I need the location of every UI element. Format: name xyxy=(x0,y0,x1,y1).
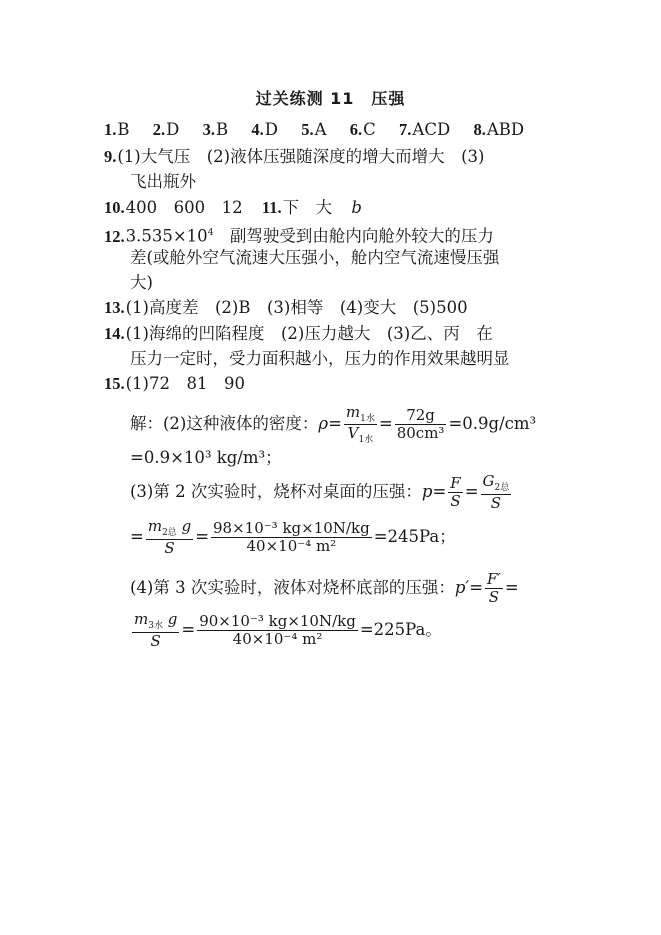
denominator: S xyxy=(450,492,461,510)
fraction xyxy=(395,407,447,443)
fraction xyxy=(485,571,503,607)
step-lead: (3)第 2 次实验时，烧杯对桌面的压强： xyxy=(130,482,422,501)
answer-text: 400 600 12 xyxy=(125,198,243,217)
q-number: 12. xyxy=(104,226,125,246)
answer-text: (1)大气压 (2)液体压强随深度的增大而增大 (3) xyxy=(117,147,485,166)
answer-12-cont: 大) xyxy=(130,273,153,292)
answer-12-cont: 差(或舱外空气流速大压强小，舱内空气流速慢压强 xyxy=(130,248,500,267)
fraction xyxy=(344,404,377,446)
subscript: 3水 xyxy=(148,621,163,632)
q-number: 3. xyxy=(202,120,215,139)
q-number: 15. xyxy=(104,374,125,393)
numerator: 98×10⁻³ kg×10N/kg xyxy=(213,518,370,537)
q-number: 2. xyxy=(152,120,166,139)
denominator: S xyxy=(488,588,500,606)
q-number: 7. xyxy=(399,120,412,139)
numerator: m xyxy=(345,402,361,421)
numerator: m xyxy=(147,517,163,536)
answer-14-cont: 压力一定时，受力面积越小，压力的作用效果越明显 xyxy=(130,349,510,368)
q-number: 8. xyxy=(473,120,486,139)
q-answer: B xyxy=(216,120,229,139)
denominator: 40×10⁻⁴ m² xyxy=(246,537,337,555)
fraction xyxy=(448,475,462,511)
answer-text: (1)72 81 90 xyxy=(125,374,245,393)
solution-step-3-calc: = $\frac{m_{2总} g}{S}$ = $\frac{\text{98×10⁻³ kg×10N/kg}}{\text{40×10⁻⁴ m²}}$ =245Pa； xyxy=(130,517,456,557)
subscript: 2总 xyxy=(494,483,510,494)
answer-variable: b xyxy=(351,198,362,217)
q-answer: D xyxy=(264,120,278,139)
answer-12 xyxy=(104,221,494,249)
answer-text: (1)海绵的凹陷程度 (2)压力越大 (3)乙、丙 在 xyxy=(125,324,493,343)
answer-text: (1)高度差 (2)B (3)相等 (4)变大 (5)500 xyxy=(125,298,468,317)
answers-1-8 xyxy=(104,118,524,142)
answer-value: 3.535×10 xyxy=(125,226,208,246)
q-number: 4. xyxy=(251,120,264,139)
numerator: G xyxy=(482,472,495,491)
solution-step-2-result: =0.9×10³ kg/m³； xyxy=(130,448,282,467)
denominator: S xyxy=(164,538,175,557)
answer-13 xyxy=(104,296,468,320)
denominator: S xyxy=(150,631,161,650)
q-answer: D xyxy=(166,120,180,139)
solution-step-4: (4)第 3 次实验时，液体对烧杯底部的压强：p′= $\frac{F'}{S}$ = xyxy=(130,569,519,606)
q-answer: A xyxy=(314,120,327,139)
q-number: 13. xyxy=(104,298,125,317)
solution-step-4-calc: $\frac{m_{3水} g}{S}$ = $\frac{\text{90×10⁻³ kg×10N/kg}}{\text{40×10⁻⁴ m²}}$ =225Pa。 xyxy=(134,610,442,650)
fraction xyxy=(146,518,193,557)
q-answer: ACD xyxy=(412,120,451,139)
answer-14 xyxy=(104,322,493,346)
numerator: F xyxy=(450,473,461,492)
answer-exponent: 4 xyxy=(207,228,214,238)
step-lead: 解：(2)这种液体的密度： xyxy=(130,414,319,433)
answer-10-11 xyxy=(104,196,362,220)
pressure-symbol: p′ xyxy=(454,578,470,597)
numerator: m xyxy=(134,610,149,629)
denominator: S xyxy=(490,493,502,512)
gravity-symbol: g xyxy=(167,610,178,629)
q-number: 14. xyxy=(104,324,125,343)
denominator: V xyxy=(347,424,359,442)
subscript: 1水 xyxy=(360,413,375,424)
q-number: 5. xyxy=(301,120,314,139)
numerator: 90×10⁻³ kg×10N/kg xyxy=(199,611,356,630)
result: =225Pa。 xyxy=(359,620,442,639)
answer-15 xyxy=(104,372,245,396)
solution-step-2: 解：(2)这种液体的密度：ρ= $\frac{m_{1水}}{V_{1水}}$ = $\frac{72g}{\text{80cm³}}$ =0.9g/cm³ xyxy=(130,402,537,445)
fraction xyxy=(481,473,512,512)
answer-text: 下 大 xyxy=(282,198,333,217)
q-number: 1. xyxy=(104,120,117,139)
solution-step-3: (3)第 2 次实验时，烧杯对桌面的压强：p= $\frac{F}{S}$ = $\frac{G_{2总}}{S}$ xyxy=(130,472,510,512)
gravity-symbol: g xyxy=(181,517,192,536)
fraction xyxy=(197,613,358,649)
pressure-symbol: p xyxy=(421,482,433,501)
q-answer: C xyxy=(363,120,376,139)
q-number: 9. xyxy=(104,147,117,166)
denominator: 80cm³ xyxy=(396,424,445,442)
fraction xyxy=(132,611,179,650)
q-number: 11. xyxy=(261,198,282,217)
q-number: 6. xyxy=(349,120,363,139)
q-answer: ABD xyxy=(486,120,525,139)
subscript: 2总 xyxy=(162,528,177,539)
fraction xyxy=(211,520,372,556)
result: =0.9g/cm³ xyxy=(448,414,537,433)
result: =245Pa； xyxy=(373,527,456,546)
subscript: 1水 xyxy=(358,435,374,445)
step-lead: (4)第 3 次实验时，液体对烧杯底部的压强： xyxy=(130,578,455,597)
answer-text: 副驾驶受到由舱内向舱外较大的压力 xyxy=(213,226,494,246)
page-title: 过关练测 11 压强 xyxy=(255,89,406,108)
q-answer: B xyxy=(117,120,130,139)
answer-9-cont: 飞出瓶外 xyxy=(130,172,196,191)
numerator: 72g xyxy=(395,407,447,425)
answer-9 xyxy=(104,145,485,169)
denominator: 40×10⁻⁴ m² xyxy=(232,630,323,648)
rho-symbol: ρ xyxy=(318,414,329,433)
numerator: F′ xyxy=(487,569,501,588)
q-number: 10. xyxy=(104,198,125,217)
